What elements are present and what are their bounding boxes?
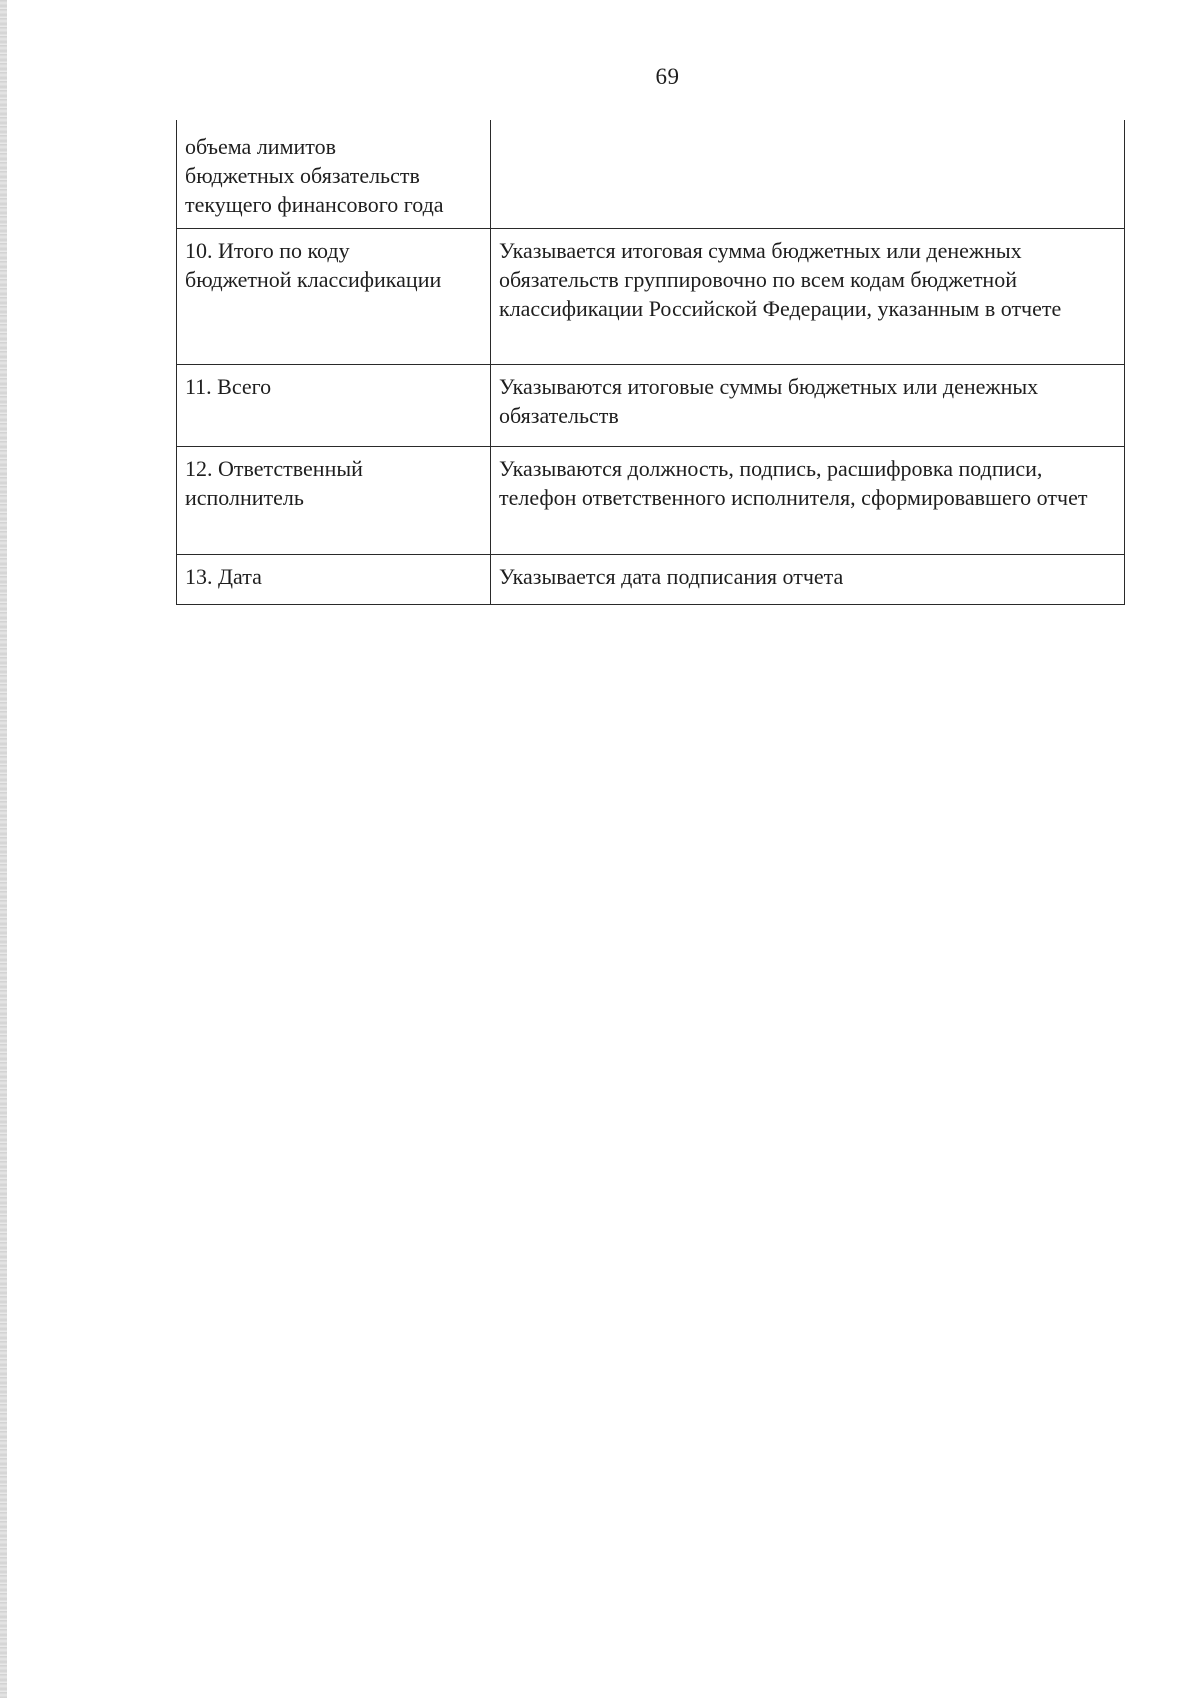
row-name-cell: объема лимитов бюджетных обязательств текущего финансового года [177,120,491,229]
row-description-cell: Указываются итоговые суммы бюджетных или денежных обязательств [491,365,1125,447]
scan-edge [0,0,7,1698]
table-row [177,229,1125,365]
table-row [177,120,1125,229]
row-description-cell [491,120,1125,229]
row-name-cell: 13. Дата [177,555,491,605]
row-name-cell: 12. Ответственный исполнитель [177,447,491,555]
page-number: 69 [655,64,680,89]
table-row [177,555,1125,605]
row-description-cell: Указывается дата подписания отчета [491,555,1125,605]
row-description-cell: Указываются должность, подпись, расшифровка подписи, телефон ответственного исполнителя, сформировавшего отчет [491,447,1125,555]
row-name-cell: 11. Всего [177,365,491,447]
row-description-cell: Указывается итоговая сумма бюджетных или денежных обязательств группировочно по всем кодам бюджетной классификации Российской Федерации, указанным в отчете [491,229,1125,365]
requirements-table [176,120,1125,605]
table-row [177,365,1125,447]
row-name-cell: 10. Итого по коду бюджетной классификации [177,229,491,365]
table-row [177,447,1125,555]
